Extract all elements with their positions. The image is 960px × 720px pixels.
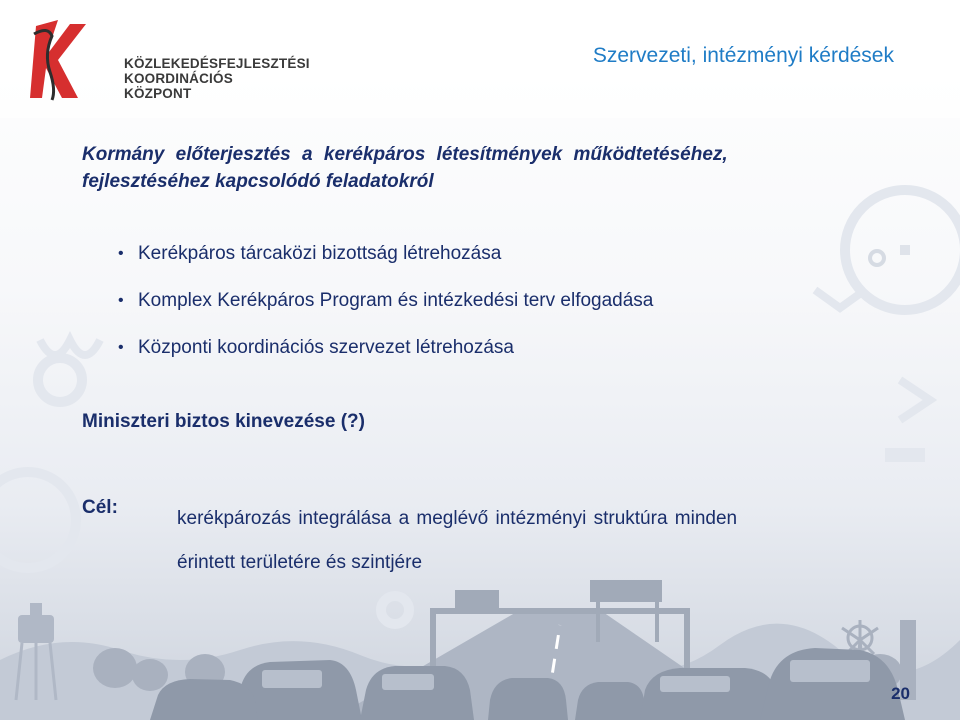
bullet-list xyxy=(118,241,653,382)
kkk-logo xyxy=(28,16,310,102)
bullet-item xyxy=(118,335,653,361)
main-heading-line-1: Kormány előterjesztés a kerékpáros létesítmények működtetéséhez, xyxy=(82,144,728,165)
bullet-icon: • xyxy=(118,245,124,262)
bullet-item xyxy=(118,288,653,314)
logo-line-3: KÖZPONT xyxy=(124,86,192,101)
goal-text-line-1: kerékpározás integrálása a meglévő intézményi struktúra minden xyxy=(177,508,738,529)
goal-label: Cél: xyxy=(82,497,118,518)
slide-title: Szervezeti, intézményi kérdések xyxy=(592,44,894,67)
main-heading xyxy=(82,141,902,195)
minister-commissioner-line: Miniszteri biztos kinevezése (?) xyxy=(82,411,365,432)
bullet-item xyxy=(118,241,653,267)
bullet-icon: • xyxy=(118,339,124,356)
kkk-logo-mark-icon xyxy=(28,16,98,102)
bullet-text: Kerékpáros tárcaközi bizottság létrehozása xyxy=(138,243,502,264)
goal-text-line-2: érintett területére és szintjére xyxy=(177,552,423,573)
logo-line-1: KÖZLEKEDÉSFEJLESZTÉSI xyxy=(124,56,310,71)
logo-line-2: KOORDINÁCIÓS xyxy=(124,71,233,86)
bullet-text: Központi koordinációs szervezet létrehozása xyxy=(138,337,514,358)
main-heading-line-2: fejlesztéséhez kapcsolódó feladatokról xyxy=(82,171,434,192)
slide-content xyxy=(82,141,902,573)
bullet-icon: • xyxy=(118,292,124,309)
goal-text xyxy=(177,497,907,585)
bullet-text: Komplex Kerékpáros Program és intézkedési terv elfogadása xyxy=(138,290,654,311)
page-number: 20 xyxy=(891,684,910,703)
logo-wordmark xyxy=(124,56,310,101)
